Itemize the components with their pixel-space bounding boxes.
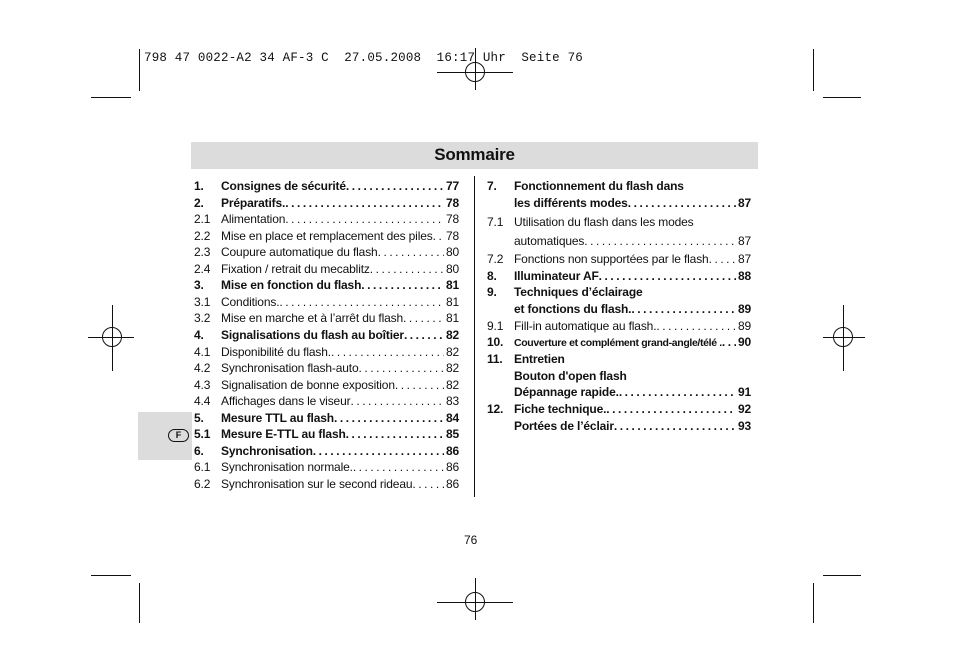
toc-entry-page: 89 [737, 302, 751, 316]
toc-leader-dots [433, 229, 444, 243]
toc-entry-label: Préparatifs. [221, 196, 286, 210]
toc-entry [487, 367, 751, 383]
toc-entry [194, 177, 459, 193]
toc-leader-dots [599, 269, 736, 283]
toc-entry-label: Mise en place et remplacement des piles [221, 229, 433, 243]
toc-entry [194, 475, 459, 491]
toc-entry-number: 11. [487, 352, 503, 366]
crop-mark [823, 575, 861, 576]
toc-entry [194, 343, 459, 359]
toc-entry-label: Fonctionnement du flash dans [514, 179, 684, 193]
toc-entry-number: 7.2 [487, 252, 504, 266]
toc-entry-label: Synchronisation sur le second rideau [221, 477, 413, 491]
toc-entry-page: 81 [445, 311, 459, 325]
toc-entry [487, 267, 751, 283]
toc-entry [194, 309, 459, 325]
page-title: Sommaire [434, 145, 515, 164]
toc-entry-page: 80 [445, 245, 459, 259]
toc-entry-number: 3.2 [194, 311, 211, 325]
toc-entry [487, 232, 751, 248]
toc-entry [487, 194, 751, 210]
toc-entry [194, 210, 459, 226]
toc-entry [194, 326, 459, 342]
crop-mark [823, 97, 861, 98]
toc-leader-dots [378, 245, 444, 259]
toc-entry-label: Mise en marche et à l’arrêt du flash [221, 311, 404, 325]
toc-entry-label: Fiche technique. [514, 402, 607, 416]
toc-entry [487, 300, 751, 316]
toc-entry-label: Coupure automatique du flash [221, 245, 378, 259]
toc-entry-label: Utilisation du flash dans les modes [514, 215, 694, 229]
toc-leader-dots [395, 378, 444, 392]
toc-entry-page: 87 [737, 252, 751, 266]
toc-entry-label: Illuminateur AF [514, 269, 599, 283]
toc-entry-page: 92 [737, 402, 751, 416]
toc-entry-number: 4.3 [194, 378, 211, 392]
toc-entry-page: 86 [445, 477, 459, 491]
crop-mark [91, 97, 131, 98]
toc-entry-label: Consignes de sécurité [221, 179, 346, 193]
toc-entry-page: 86 [445, 460, 459, 474]
toc-leader-dots [722, 335, 736, 349]
toc-entry-label: Synchronisation normale. [221, 460, 353, 474]
toc-entry [194, 260, 459, 276]
toc-entry [194, 425, 459, 441]
crop-mark [139, 49, 140, 91]
toc-leader-dots [285, 212, 444, 226]
crop-mark [813, 583, 814, 623]
print-header: 798 47 0022-A2 34 AF-3 C 27.05.2008 16:17 Uhr Seite 76 [144, 51, 583, 65]
toc-entry-number: 3. [194, 278, 204, 292]
toc-leader-dots [628, 196, 736, 210]
toc-entry [194, 276, 459, 292]
toc-entry-label: Mise en fonction du flash [221, 278, 362, 292]
toc-entry-number: 7. [487, 179, 497, 193]
toc-entry-number: 2.2 [194, 229, 211, 243]
crop-mark [139, 583, 140, 623]
toc-entry-page: 93 [737, 419, 751, 433]
toc-entry-page: 78 [445, 229, 459, 243]
toc-entry [194, 376, 459, 392]
toc-entry [487, 333, 751, 349]
toc-leader-dots [361, 278, 444, 292]
toc-entry-page: 77 [445, 179, 459, 193]
language-tab [138, 412, 192, 460]
toc-entry-number: 6.1 [194, 460, 211, 474]
toc-leader-dots [403, 311, 444, 325]
toc-leader-dots [709, 252, 736, 266]
toc-entry-number: 4.2 [194, 361, 211, 375]
toc-entry-number: 9. [487, 285, 497, 299]
toc-leader-dots [331, 345, 444, 359]
toc-entry-page: 82 [445, 345, 459, 359]
toc-entry-number: 8. [487, 269, 497, 283]
toc-entry [487, 417, 751, 433]
toc-entry-page: 82 [445, 361, 459, 375]
toc-entry [194, 227, 459, 243]
toc-entry-number: 12. [487, 402, 504, 416]
toc-entry-page: 86 [445, 444, 459, 458]
toc-entry [487, 213, 751, 229]
toc-entry-page: 89 [737, 319, 751, 333]
toc-entry-label: Signalisation de bonne exposition [221, 378, 395, 392]
toc-entry [487, 400, 751, 416]
toc-entry-label: Fill-in automatique au flash. [514, 319, 657, 333]
toc-entry [487, 177, 751, 193]
toc-entry-label: Fonctions non supportées par le flash [514, 252, 709, 266]
toc-entry-page: 82 [445, 378, 459, 392]
toc-entry [194, 409, 459, 425]
toc-entry [487, 350, 751, 366]
toc-entry-label: Dépannage rapide. [514, 385, 619, 399]
toc-leader-dots [584, 234, 736, 248]
toc-entry-number: 5.1 [194, 427, 211, 441]
toc-entry-number: 2.3 [194, 245, 211, 259]
toc-entry-page: 82 [445, 328, 459, 342]
toc-leader-dots [359, 361, 444, 375]
toc-entry-page: 90 [737, 335, 751, 349]
toc-entry-label: Mesure E-TTL au flash [221, 427, 346, 441]
toc-entry-number: 2.1 [194, 212, 211, 226]
toc-leader-dots [606, 402, 736, 416]
toc-entry-label: Mesure TTL au flash [221, 411, 334, 425]
toc-entry-number: 2. [194, 196, 204, 210]
toc-entry-number: 6. [194, 444, 204, 458]
toc-entry-label: Bouton d'open flash [514, 369, 627, 383]
toc-entry-label: les différents modes [514, 196, 628, 210]
title-bar [191, 142, 758, 169]
toc-leader-dots [346, 427, 444, 441]
toc-entry-page: 78 [445, 212, 459, 226]
toc-entry-number: 3.1 [194, 295, 211, 309]
toc-entry-label: Entretien [514, 352, 565, 366]
toc-entry [487, 317, 751, 333]
toc-leader-dots [404, 328, 444, 342]
page-number: 76 [464, 533, 478, 547]
toc-leader-dots [279, 295, 444, 309]
toc-entry [487, 250, 751, 266]
crop-mark [813, 49, 814, 91]
toc-leader-dots [313, 444, 444, 458]
toc-entry-page: 88 [737, 269, 751, 283]
toc-entry-label: Portées de l’éclair [514, 419, 614, 433]
column-divider [474, 176, 475, 497]
toc-entry [487, 283, 751, 299]
toc-leader-dots [350, 394, 443, 408]
crop-mark [91, 575, 131, 576]
toc-entry [194, 442, 459, 458]
language-badge: F [168, 429, 189, 442]
toc-leader-dots [334, 411, 444, 425]
toc-entry-page: 91 [737, 385, 751, 399]
toc-entry-label: Disponibilité du flash. [221, 345, 331, 359]
toc-entry [194, 293, 459, 309]
toc-entry-page: 85 [445, 427, 459, 441]
toc-entry-page: 80 [445, 262, 459, 276]
toc-leader-dots [614, 419, 736, 433]
toc-entry-page: 78 [445, 196, 459, 210]
toc-entry-number: 7.1 [487, 215, 504, 229]
toc-entry-page: 87 [737, 234, 751, 248]
toc-entry-label: Techniques d’éclairage [514, 285, 643, 299]
toc-entry [194, 359, 459, 375]
toc-entry-label: Conditions. [221, 295, 280, 309]
toc-entry-label: Alimentation [221, 212, 286, 226]
toc-entry-number: 4. [194, 328, 204, 342]
toc-entry-page: 83 [445, 394, 459, 408]
toc-entry-number: 10. [487, 335, 504, 349]
toc-leader-dots [285, 196, 444, 210]
toc-entry [194, 194, 459, 210]
toc-entry-number: 5. [194, 411, 204, 425]
toc-entry-label: automatiques [514, 234, 585, 248]
toc-leader-dots [656, 319, 736, 333]
toc-entry [487, 383, 751, 399]
toc-entry-number: 4.4 [194, 394, 211, 408]
toc-leader-dots [631, 302, 736, 316]
toc-entry-label: Affichages dans le viseur [221, 394, 351, 408]
toc-entry-page: 81 [445, 295, 459, 309]
toc-leader-dots [353, 460, 444, 474]
toc-entry-page: 87 [737, 196, 751, 210]
toc-leader-dots [346, 179, 444, 193]
toc-leader-dots [412, 477, 444, 491]
toc-entry [194, 392, 459, 408]
toc-entry-number: 4.1 [194, 345, 211, 359]
toc-entry-number: 6.2 [194, 477, 211, 491]
toc-entry-label: Couverture et complément grand-angle/télé . [514, 337, 722, 349]
toc-entry-label: Synchronisation [221, 444, 313, 458]
toc-entry [194, 458, 459, 474]
toc-leader-dots [370, 262, 444, 276]
toc-entry-label: et fonctions du flash. [514, 302, 632, 316]
toc-entry-label: Synchronisation flash-auto [221, 361, 359, 375]
toc-leader-dots [619, 385, 736, 399]
toc-entry-number: 1. [194, 179, 204, 193]
toc-entry-number: 2.4 [194, 262, 211, 276]
toc-entry [194, 243, 459, 259]
toc-entry-label: Fixation / retrait du mecablitz [221, 262, 370, 276]
toc-entry-page: 84 [445, 411, 459, 425]
toc-entry-page: 81 [445, 278, 459, 292]
toc-entry-label: Signalisations du flash au boîtier [221, 328, 404, 342]
toc-entry-number: 9.1 [487, 319, 504, 333]
